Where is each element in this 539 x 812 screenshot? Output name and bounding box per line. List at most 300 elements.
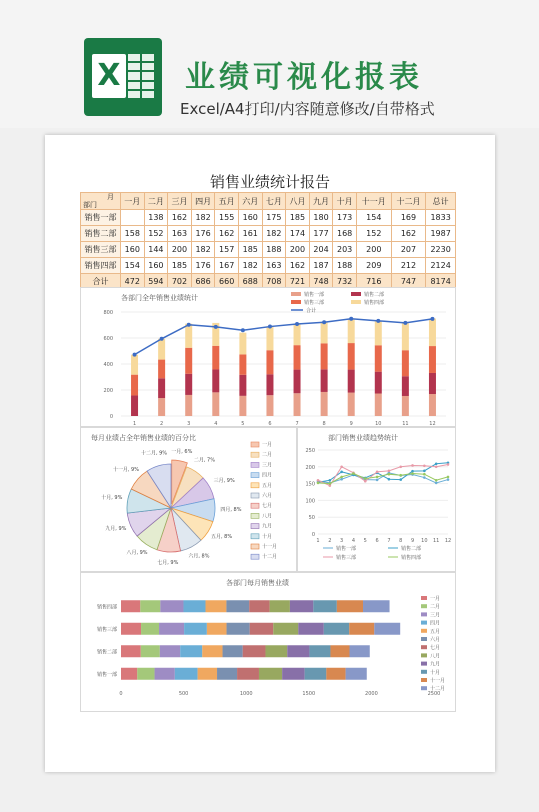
- series-point: [399, 474, 402, 477]
- bar-segment: [266, 395, 273, 416]
- legend-label: 十月: [262, 533, 273, 540]
- series-point: [423, 464, 426, 467]
- legend-swatch: [251, 503, 259, 508]
- table-cell: 163: [168, 226, 192, 242]
- legend-swatch: [421, 621, 427, 625]
- table-cell: 185: [238, 242, 262, 258]
- legend-swatch: [421, 637, 427, 641]
- bar-segment: [294, 393, 301, 416]
- bar-segment: [207, 623, 227, 635]
- row-total: 2124: [426, 258, 456, 274]
- bar-segment: [375, 394, 382, 416]
- series-point: [399, 466, 402, 469]
- trend-line-chart-svg: [298, 428, 455, 571]
- bar-segment: [429, 346, 436, 373]
- table-cell: 686: [191, 274, 215, 290]
- table-cell: 708: [262, 274, 286, 290]
- legend-label: 六月: [430, 637, 441, 643]
- bar-segment: [294, 345, 301, 369]
- bar-segment: [184, 623, 207, 635]
- bar-segment: [375, 321, 382, 345]
- y-tick-label: 400: [103, 362, 113, 368]
- bar-segment: [294, 324, 301, 345]
- bar-segment: [185, 374, 192, 395]
- table-cell: 168: [333, 226, 357, 242]
- total-point: [133, 353, 137, 357]
- bar-segment: [202, 645, 222, 657]
- table-cell: 748: [309, 274, 333, 290]
- legend-label: 九月: [430, 661, 441, 668]
- table-cell: 200: [286, 242, 310, 258]
- dept-stacked-bar-chart: [80, 572, 456, 712]
- monthly-pie-chart-svg: [81, 428, 296, 571]
- bar-segment: [330, 645, 349, 657]
- annual-bar-chart-svg: [81, 288, 455, 426]
- sales-table: [80, 192, 456, 290]
- month-header-1: 一月: [121, 193, 145, 210]
- legend-swatch: [421, 686, 427, 690]
- bar-segment: [223, 645, 243, 657]
- x-tick-label: 6: [375, 538, 379, 544]
- bar-segment: [185, 348, 192, 374]
- row-total: 2230: [426, 242, 456, 258]
- bar-segment: [160, 645, 180, 657]
- legend-swatch: [421, 645, 427, 649]
- bar-segment: [294, 370, 301, 394]
- series-point: [340, 476, 343, 479]
- row-label: 销售三部: [81, 242, 121, 258]
- bar-segment: [183, 600, 205, 612]
- total-point: [214, 325, 218, 329]
- legend-swatch: [291, 300, 301, 304]
- x-tick-label: 7: [387, 538, 391, 544]
- slice-label: 六月, 8%: [188, 553, 210, 560]
- bar-segment: [402, 396, 409, 416]
- month-header-10: 十月: [333, 193, 357, 210]
- bar-segment: [158, 360, 165, 379]
- series-point: [411, 472, 414, 475]
- bar-segment: [158, 378, 165, 398]
- series-point: [447, 478, 450, 481]
- bar-segment: [309, 645, 330, 657]
- bar-segment: [131, 355, 138, 375]
- bar-segment: [305, 668, 327, 680]
- bar-segment: [375, 372, 382, 394]
- x-tick-label: 1: [132, 421, 137, 426]
- total-point: [376, 319, 380, 323]
- month-header-4: 四月: [191, 193, 215, 210]
- series-point: [388, 470, 391, 473]
- table-cell: 152: [356, 226, 391, 242]
- chart-title: 各部门每月销售业绩: [226, 579, 289, 587]
- bar-segment: [155, 668, 175, 680]
- legend-swatch: [421, 596, 427, 600]
- banner-subtitle: Excel/A4打印/内容随意修改/自带格式: [180, 100, 435, 118]
- x-tick-label: 12: [444, 538, 452, 544]
- x-tick-label: 8: [322, 421, 326, 426]
- y-tick-label: 0: [109, 414, 113, 420]
- bar-segment: [266, 350, 273, 374]
- bar-segment: [429, 373, 436, 394]
- table-cell: 154: [356, 210, 391, 226]
- series-point: [317, 482, 320, 485]
- series-point: [352, 472, 355, 475]
- bar-segment: [158, 398, 165, 416]
- x-tick-label: 5: [363, 538, 367, 544]
- total-point: [295, 322, 299, 326]
- x-tick-label: 12: [429, 421, 436, 426]
- table-row: [81, 258, 456, 274]
- legend-label: 合计: [306, 308, 317, 314]
- row-total: 8174: [426, 274, 456, 290]
- table-cell: 185: [286, 210, 310, 226]
- table-cell: 176: [191, 226, 215, 242]
- table-cell: 138: [144, 210, 168, 226]
- table-row: [81, 226, 456, 242]
- bar-segment: [212, 346, 219, 370]
- bar-segment: [429, 319, 436, 347]
- series-point: [388, 473, 391, 476]
- total-point: [430, 317, 434, 321]
- bar-segment: [321, 322, 328, 343]
- legend-label: 四月: [262, 472, 273, 479]
- bar-segment: [158, 339, 165, 360]
- row-label: 销售四部: [81, 258, 121, 274]
- legend-label: 八月: [262, 513, 273, 520]
- series-point: [376, 471, 379, 474]
- bar-segment: [121, 600, 140, 612]
- slice-label: 八月, 9%: [126, 550, 148, 557]
- table-header-row: [81, 193, 456, 210]
- slice-label: 七月, 9%: [157, 559, 179, 566]
- table-cell: 688: [238, 274, 262, 290]
- total-header: 总计: [426, 193, 456, 210]
- bar-segment: [290, 600, 313, 612]
- bar-segment: [321, 392, 328, 416]
- table-cell: 747: [391, 274, 426, 290]
- table-cell: 161: [238, 226, 262, 242]
- legend-swatch: [251, 544, 259, 549]
- series-point: [329, 482, 332, 485]
- x-tick-label: 2: [328, 538, 332, 544]
- slice-label: 十月, 9%: [101, 494, 123, 501]
- bar-segment: [321, 343, 328, 369]
- legend-label: 十二月: [430, 686, 446, 693]
- slice-label: 五月, 8%: [210, 534, 233, 541]
- corner-cell: 月 部门: [81, 193, 121, 210]
- legend-swatch: [251, 513, 259, 518]
- table-cell: 174: [286, 226, 310, 242]
- table-cell: 182: [238, 258, 262, 274]
- series-point: [340, 466, 343, 469]
- report-page: [45, 135, 495, 772]
- bar-segment: [185, 395, 192, 416]
- category-label: 销售三部: [96, 626, 117, 633]
- table-cell: 185: [168, 258, 192, 274]
- series-point: [447, 476, 450, 479]
- series-point: [447, 463, 450, 466]
- x-tick-label: 4: [214, 421, 218, 426]
- series-point: [399, 478, 402, 481]
- legend-swatch: [251, 462, 259, 467]
- legend-label: 销售三部: [304, 300, 325, 306]
- table-cell: 200: [356, 242, 391, 258]
- category-label: 销售四部: [96, 604, 117, 611]
- total-point: [322, 320, 326, 324]
- month-header-6: 六月: [238, 193, 262, 210]
- y-tick-label: 100: [305, 498, 315, 505]
- bar-segment: [212, 392, 219, 416]
- chart-title: 部门销售业绩趋势统计: [328, 434, 398, 442]
- legend-label: 销售二部: [364, 292, 385, 298]
- bar-segment: [160, 600, 183, 612]
- bar-segment: [140, 600, 160, 612]
- legend-swatch: [351, 300, 361, 304]
- bar-segment: [226, 600, 249, 612]
- x-tick-label: 1000: [239, 691, 253, 697]
- series-point: [435, 479, 438, 482]
- table-cell: 177: [309, 226, 333, 242]
- y-tick-label: 0: [311, 532, 315, 538]
- x-tick-label: 1: [316, 538, 320, 544]
- y-tick-label: 800: [103, 310, 113, 316]
- table-cell: 203: [333, 242, 357, 258]
- total-point: [268, 325, 272, 329]
- legend-label: 四月: [430, 620, 441, 627]
- bar-segment: [141, 645, 160, 657]
- bar-segment: [266, 374, 273, 395]
- bar-segment: [180, 645, 202, 657]
- bar-segment: [217, 668, 237, 680]
- table-row: [81, 242, 456, 258]
- legend-label: 十二月: [262, 554, 278, 561]
- legend-label: 十一月: [262, 544, 278, 550]
- report-title: 销售业绩统计报告: [209, 173, 330, 191]
- table-cell: 182: [262, 226, 286, 242]
- legend-label: 十月: [430, 669, 441, 676]
- x-tick-label: 1500: [302, 691, 316, 697]
- y-tick-label: 200: [103, 388, 113, 394]
- monthly-pie-chart: [80, 427, 297, 572]
- table-cell: 160: [121, 242, 145, 258]
- table-cell: 163: [262, 258, 286, 274]
- table-cell: 716: [356, 274, 391, 290]
- table-cell: 158: [121, 226, 145, 242]
- table-cell: 144: [144, 242, 168, 258]
- month-header-2: 二月: [144, 193, 168, 210]
- slice-label: 三月, 9%: [213, 478, 235, 485]
- total-point: [160, 337, 164, 341]
- month-header-8: 八月: [286, 193, 310, 210]
- bar-segment: [243, 645, 266, 657]
- table-cell: 721: [286, 274, 310, 290]
- table-cell: 160: [238, 210, 262, 226]
- dept-stacked-bar-chart-svg: [81, 573, 455, 711]
- table-cell: 472: [121, 274, 145, 290]
- table-cell: 200: [168, 242, 192, 258]
- bar-segment: [266, 327, 273, 351]
- bar-segment: [270, 600, 290, 612]
- legend-label: 十一月: [430, 678, 446, 684]
- bar-segment: [348, 393, 355, 416]
- table-cell: 162: [215, 226, 239, 242]
- x-tick-label: 4: [351, 538, 356, 544]
- legend-swatch: [421, 612, 427, 616]
- chart-title: 每月业绩占全年销售业绩的百分比: [91, 434, 196, 442]
- table-cell: 162: [391, 226, 426, 242]
- y-tick-label: 150: [305, 481, 315, 488]
- legend-label: 五月: [262, 482, 273, 489]
- series-point: [435, 462, 438, 465]
- bar-segment: [121, 645, 141, 657]
- legend-label: 二月: [430, 604, 441, 611]
- bar-segment: [349, 623, 374, 635]
- table-cell: 162: [286, 258, 310, 274]
- slice-label: 二月, 7%: [193, 457, 215, 464]
- series-point: [388, 478, 391, 481]
- bar-segment: [259, 668, 282, 680]
- total-line: [135, 319, 433, 355]
- logo-letter: X: [92, 54, 126, 98]
- bar-segment: [239, 354, 246, 374]
- legend-swatch: [421, 629, 427, 633]
- month-header-3: 三月: [168, 193, 192, 210]
- bar-segment: [250, 623, 274, 635]
- table-cell: 182: [191, 242, 215, 258]
- legend-label: 销售一部: [304, 292, 325, 298]
- table-cell: 176: [191, 258, 215, 274]
- slice-label: 四月, 8%: [220, 506, 242, 513]
- x-tick-label: 2000: [365, 691, 378, 697]
- legend-label: 销售四部: [401, 555, 422, 561]
- x-tick-label: 9: [349, 421, 353, 426]
- table-cell: 160: [144, 258, 168, 274]
- bar-segment: [206, 600, 227, 612]
- bar-segment: [137, 668, 154, 680]
- bar-segment: [273, 623, 298, 635]
- series-point: [435, 466, 438, 469]
- bar-segment: [141, 623, 159, 635]
- legend-swatch: [421, 670, 427, 674]
- bar-segment: [159, 623, 184, 635]
- legend-label: 销售三部: [336, 555, 357, 561]
- x-tick-label: 11: [432, 538, 440, 544]
- slice-label: 九月, 9%: [105, 526, 127, 533]
- bar-segment: [348, 319, 355, 343]
- total-point: [403, 321, 407, 325]
- bar-segment: [402, 376, 409, 396]
- series-point: [376, 479, 379, 482]
- row-label: 销售二部: [81, 226, 121, 242]
- table-cell: 209: [356, 258, 391, 274]
- x-tick-label: 500: [178, 691, 189, 697]
- x-tick-label: 0: [119, 691, 123, 697]
- banner-title: 业绩可视化报表: [185, 60, 423, 95]
- total-point: [187, 323, 191, 327]
- legend-label: 八月: [430, 653, 441, 660]
- bar-segment: [313, 600, 337, 612]
- table-cell: 157: [215, 242, 239, 258]
- legend-swatch: [251, 534, 259, 539]
- x-tick-label: 10: [421, 538, 428, 544]
- bar-segment: [212, 369, 219, 392]
- legend-label: 七月: [262, 503, 273, 510]
- bar-segment: [324, 623, 349, 635]
- bar-segment: [175, 668, 198, 680]
- bar-segment: [239, 396, 246, 416]
- y-tick-label: 200: [305, 464, 315, 471]
- x-tick-label: 2: [160, 421, 164, 426]
- table-row: [81, 210, 456, 226]
- legend-swatch: [251, 493, 259, 498]
- month-header-9: 九月: [309, 193, 333, 210]
- month-header-5: 五月: [215, 193, 239, 210]
- table-cell: 732: [333, 274, 357, 290]
- series-point: [317, 479, 320, 482]
- bar-segment: [265, 645, 287, 657]
- legend-swatch: [251, 524, 259, 529]
- bar-segment: [326, 668, 345, 680]
- y-tick-label: 600: [103, 336, 113, 342]
- bar-segment: [198, 668, 217, 680]
- banner: [0, 0, 539, 128]
- slice-label: 十二月, 9%: [140, 450, 168, 457]
- bar-segment: [287, 645, 309, 657]
- legend-label: 销售四部: [364, 300, 385, 306]
- table-cell: 155: [215, 210, 239, 226]
- table-cell: 188: [262, 242, 286, 258]
- month-header-12: 十二月: [391, 193, 426, 210]
- legend-label: 一月: [262, 442, 273, 448]
- legend-swatch: [421, 662, 427, 666]
- series-point: [376, 476, 379, 479]
- bar-segment: [237, 668, 259, 680]
- table-cell: 702: [168, 274, 192, 290]
- bar-segment: [429, 394, 436, 416]
- legend-swatch: [251, 442, 259, 447]
- category-label: 销售一部: [96, 671, 117, 678]
- bar-segment: [375, 345, 382, 371]
- x-tick-label: 8: [399, 538, 403, 544]
- legend-label: 三月: [262, 462, 273, 469]
- x-tick-label: 2500: [427, 691, 441, 697]
- table-cell: 188: [333, 258, 357, 274]
- row-label: 销售一部: [81, 210, 121, 226]
- month-header-7: 七月: [262, 193, 286, 210]
- legend-swatch: [251, 473, 259, 478]
- legend-label: 六月: [262, 493, 273, 499]
- bar-segment: [282, 668, 305, 680]
- month-header-11: 十一月: [356, 193, 391, 210]
- series-point: [340, 478, 343, 481]
- legend-label: 二月: [262, 452, 273, 459]
- slice-label: 十一月, 9%: [112, 467, 140, 474]
- legend-swatch: [251, 452, 259, 457]
- series-point: [423, 470, 426, 473]
- legend-swatch: [251, 483, 259, 488]
- y-tick-label: 50: [308, 515, 315, 522]
- bar-segment: [348, 343, 355, 370]
- bar-segment: [402, 323, 409, 350]
- x-tick-label: 9: [410, 538, 415, 544]
- bar-segment: [239, 333, 246, 355]
- x-tick-label: 6: [268, 421, 272, 426]
- legend-swatch: [421, 604, 427, 608]
- bar-segment: [337, 600, 363, 612]
- category-label: 销售二部: [96, 649, 117, 656]
- legend-label: 销售一部: [336, 546, 357, 552]
- series-point: [340, 471, 343, 474]
